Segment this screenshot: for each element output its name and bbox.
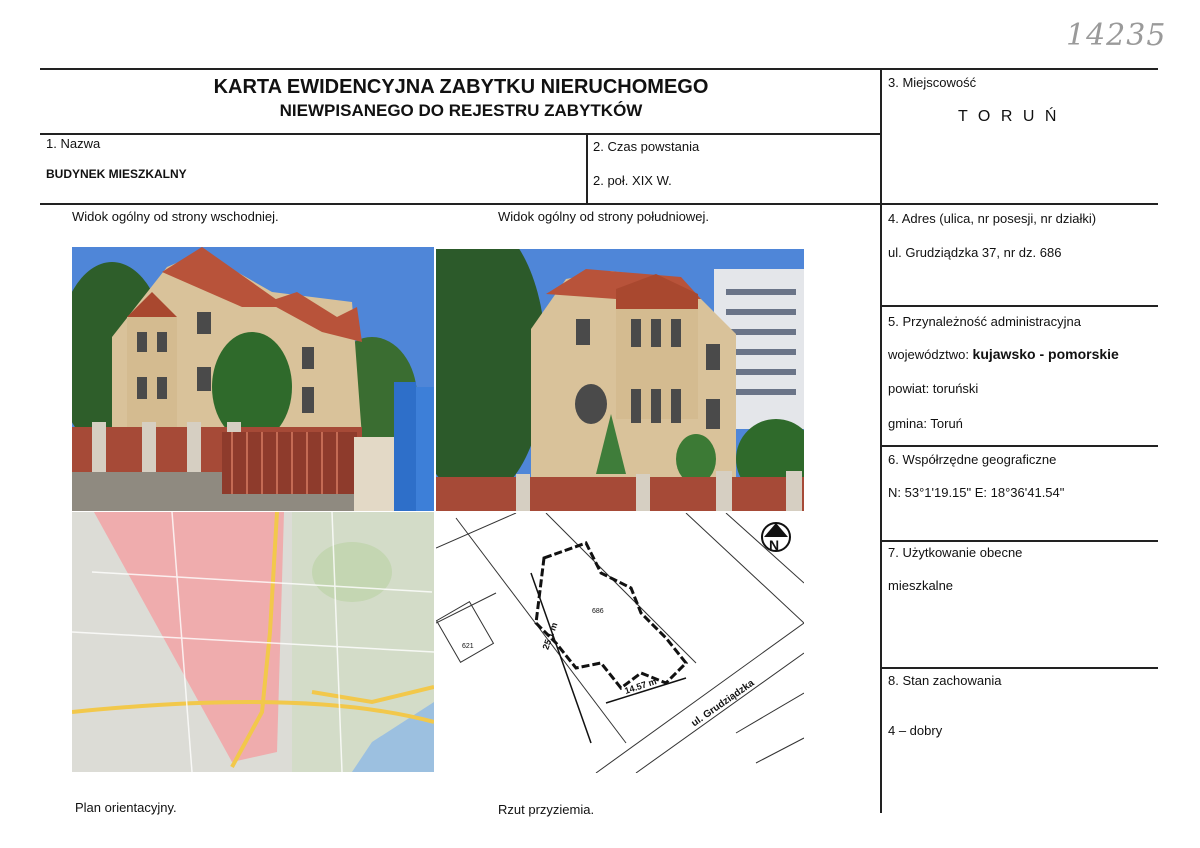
orientation-map [72, 512, 434, 772]
dim-a: 25.1 m [540, 621, 560, 651]
parcel-621: 621 [462, 643, 474, 650]
frame-vertical-main [880, 68, 882, 813]
caption-east: Widok ogólny od strony wschodniej. [72, 209, 279, 224]
frame-line-names-bottom [40, 203, 1158, 205]
field-nazwa-value: BUDYNEK MIESZKALNY [46, 167, 187, 181]
street-label: ul. Grudziądzka [689, 677, 757, 730]
card-subtitle: NIEWPISANEGO DO REJESTRU ZABYTKÓW [279, 101, 643, 120]
field-miejscowosc-label: 3. Miejscowość [888, 75, 977, 90]
frame-top-line [40, 68, 1158, 70]
site-plan-svg [436, 513, 804, 773]
dim-b: 14.57 m [623, 676, 658, 696]
wojewodztwo-label: województwo: [888, 347, 973, 362]
field-adres-label: 4. Adres (ulica, nr posesji, nr działki) [888, 211, 1097, 226]
north-label: N [769, 537, 780, 553]
field-nazwa-label: 1. Nazwa [46, 136, 101, 151]
field-uzytkowanie-label: 7. Użytkowanie obecne [888, 545, 1023, 560]
photo-south-view [436, 249, 804, 511]
caption-rzut: Rzut przyziemia. [498, 802, 595, 817]
field-powiat: powiat: toruński [888, 381, 979, 396]
field-czas-value: 2. poł. XIX W. [593, 173, 672, 188]
handwritten-number: 14235 [1066, 18, 1167, 53]
field-miejscowosc-value: T O R U Ń [958, 108, 1060, 125]
field-stan-value: 4 – dobry [888, 723, 943, 738]
field-wspolrzedne-value: N: 53°1'19.15" E: 18°36'41.54" [888, 485, 1065, 500]
parcel-686: 686 [592, 608, 604, 615]
frame-line-7 [882, 667, 1158, 669]
frame-line-title-bottom [40, 133, 882, 135]
field-adres-value: ul. Grudziądzka 37, nr dz. 686 [888, 245, 1062, 260]
frame-vertical-name-divider [586, 134, 588, 203]
field-czas-label: 2. Czas powstania [593, 139, 700, 154]
photo-east-svg [72, 247, 434, 511]
site-plan [436, 513, 804, 773]
frame-line-4 [882, 305, 1158, 307]
caption-plan: Plan orientacyjny. [75, 800, 177, 815]
frame-line-6 [882, 540, 1158, 542]
photo-east-view [72, 247, 434, 511]
photo-south-svg [436, 249, 804, 511]
card-title: KARTA EWIDENCYJNA ZABYTKU NIERUCHOMEGO [213, 76, 709, 98]
field-stan-label: 8. Stan zachowania [888, 673, 1002, 688]
wojewodztwo-value: kujawsko - pomorskie [972, 346, 1119, 362]
field-gmina: gmina: Toruń [888, 416, 963, 431]
orientation-map-svg [72, 512, 434, 772]
field-przynaleznosc-label: 5. Przynależność administracyjna [888, 314, 1081, 329]
field-uzytkowanie-value: mieszkalne [888, 578, 954, 593]
caption-south: Widok ogólny od strony południowej. [498, 209, 710, 224]
field-wojewodztwo [888, 346, 1119, 362]
frame-line-5 [882, 445, 1158, 447]
field-wspolrzedne-label: 6. Współrzędne geograficzne [888, 452, 1057, 467]
